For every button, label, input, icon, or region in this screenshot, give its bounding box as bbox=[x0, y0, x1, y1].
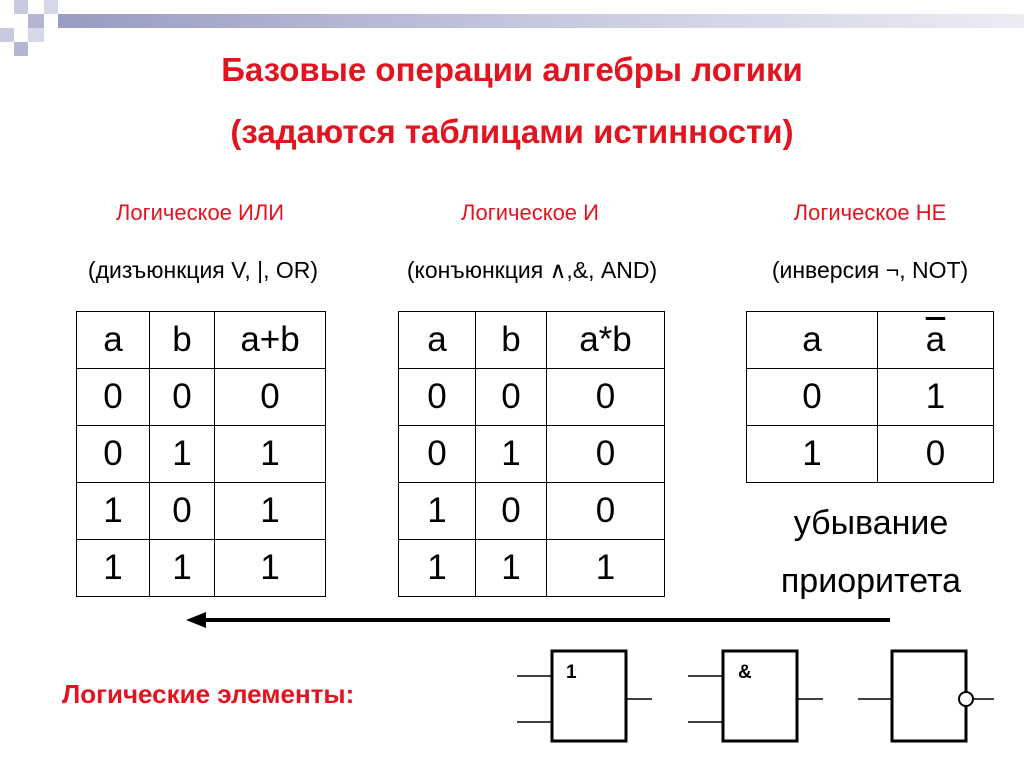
priority-arrow-icon bbox=[186, 612, 890, 628]
not-operation-description: (инверсия ¬, NOT) bbox=[771, 257, 969, 283]
table-cell: 0 bbox=[215, 369, 326, 426]
priority-label-line1: убывание bbox=[793, 504, 949, 542]
table-header-cell: b bbox=[476, 312, 547, 369]
table-cell: 0 bbox=[547, 483, 665, 540]
table-cell: 1 bbox=[399, 540, 476, 597]
table-cell: 1 bbox=[215, 483, 326, 540]
table-cell: 1 bbox=[215, 540, 326, 597]
table-cell: 0 bbox=[476, 369, 547, 426]
table-cell: 0 bbox=[547, 369, 665, 426]
table-header-cell: a+b bbox=[215, 312, 326, 369]
table-cell: 0 bbox=[150, 369, 215, 426]
or-gate-symbol: 1 bbox=[566, 662, 577, 683]
logic-elements-label: Логические элементы: bbox=[62, 679, 355, 709]
table-cell: 1 bbox=[476, 540, 547, 597]
table-header-cell: a bbox=[399, 312, 476, 369]
table-cell: 0 bbox=[77, 369, 150, 426]
and-operation-name: Логическое И bbox=[461, 200, 599, 225]
page-subtitle: (задаются таблицами истинности) bbox=[230, 113, 794, 150]
table-header-cell: a bbox=[77, 312, 150, 369]
table-cell: 0 bbox=[150, 483, 215, 540]
table-cell: 0 bbox=[476, 483, 547, 540]
table-cell: 1 bbox=[77, 540, 150, 597]
table-cell: 1 bbox=[399, 483, 476, 540]
table-cell: 1 bbox=[215, 426, 326, 483]
table-cell: 0 bbox=[878, 426, 994, 483]
table-cell: 0 bbox=[547, 426, 665, 483]
table-cell: 1 bbox=[150, 426, 215, 483]
table-cell: 1 bbox=[150, 540, 215, 597]
negated-a-label: $\overline{a}$ bbox=[925, 320, 946, 359]
not-gate-icon bbox=[858, 651, 994, 741]
table-cell: 1 bbox=[77, 483, 150, 540]
table-cell: 0 bbox=[399, 369, 476, 426]
or-gate-icon bbox=[517, 651, 652, 741]
table-cell: 0 bbox=[747, 369, 878, 426]
and-gate-icon bbox=[688, 651, 823, 741]
not-operation-name: Логическое НЕ bbox=[793, 200, 947, 225]
table-cell: 1 bbox=[878, 369, 994, 426]
page-title: Базовые операции алгебры логики bbox=[221, 51, 803, 88]
table-cell: 0 bbox=[399, 426, 476, 483]
or-operation-name: Логическое ИЛИ bbox=[115, 200, 285, 225]
table-header-cell: a bbox=[747, 312, 878, 369]
table-cell: 0 bbox=[77, 426, 150, 483]
table-header-cell: b bbox=[150, 312, 215, 369]
and-operation-description: (конъюнкция ∧,&, AND) bbox=[406, 257, 658, 283]
priority-label-line2: приоритета bbox=[780, 562, 962, 600]
table-cell: 1 bbox=[747, 426, 878, 483]
or-operation-description: (дизъюнкция V, |, OR) bbox=[87, 257, 319, 283]
table-cell: 1 bbox=[547, 540, 665, 597]
table-cell: 1 bbox=[476, 426, 547, 483]
and-gate-symbol: & bbox=[738, 662, 752, 683]
table-header-cell: a*b bbox=[547, 312, 665, 369]
